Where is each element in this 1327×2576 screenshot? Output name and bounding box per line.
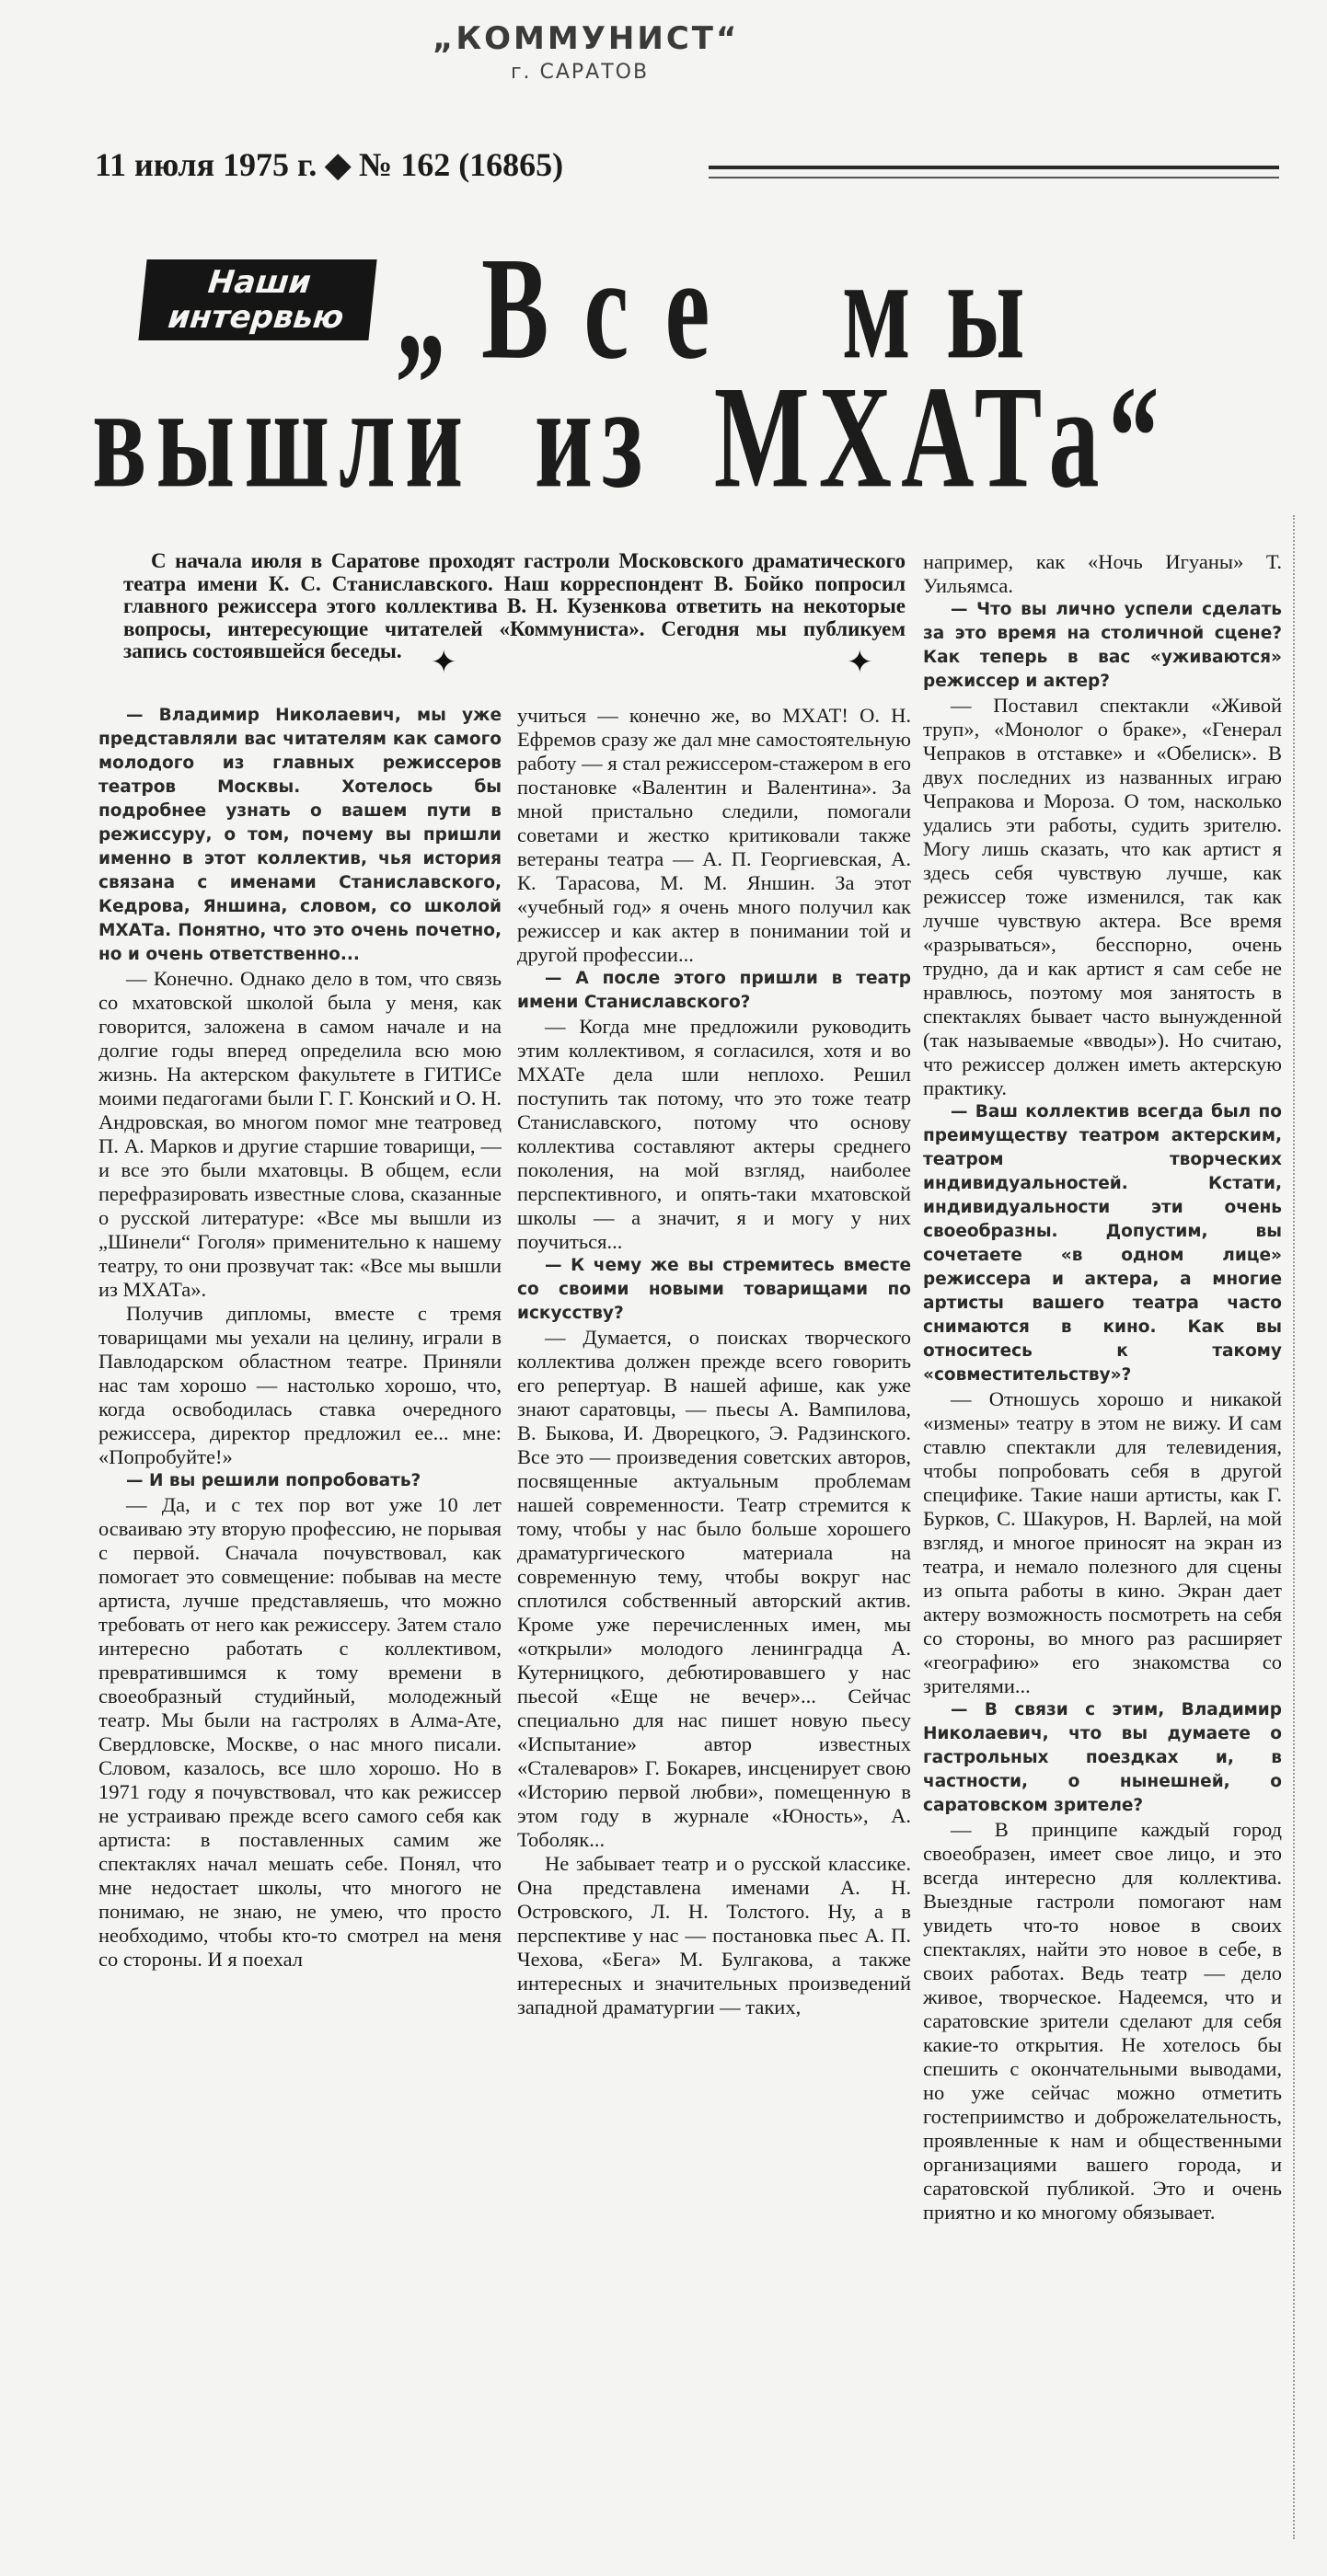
interview-question: — И вы решили попробовать?	[126, 1471, 421, 1490]
lead-paragraph: С начала июля в Саратове проходят гастроли Московского драматического театра имени К. С. Станиславского. Наш корреспондент В. Бойко попросил главного режиссера этого коллектива В. Н. Кузенкова ответить на некоторые вопросы, интересующие читателей «Коммуниста». Сегодня мы публикуем запись состоявшейся беседы.	[123, 549, 906, 662]
interview-question: — А после этого пришли в театр имени Станиславского?	[517, 969, 911, 1012]
interview-question: — Ваш коллектив всегда был по преимуществу театром актерским, театром творческих индивидуальностей. Кстати, индивидуальности эти очень своеобразны. Допустим, вы сочетаете «в одном лице» режиссера и актера, а многие артисты вашего театра часто снимаются в кино. Как вы относитесь к такому «совместительству»?	[923, 1102, 1282, 1385]
interview-answer: — Когда мне предложили руководить этим коллективом, я согласился, хотя и во МХАТе дела шли неплохо. Решил поступить так потому, что это тоже театр Станиславского, потому что основу коллектива составляют актеры среднего поколения, на мой взгляд, наиболее перспективного, и опять-таки мхатовской школы — а значит, я и могу у них поучиться...	[517, 1015, 911, 1253]
interview-answer: — Поставил спектакли «Живой труп», «Монолог о браке», «Генерал Чепраков в отставке» и «Обелиск». В двух последних из названных играю Чепракова и Мороза. О том, насколько удались эти работы, судить зрителю. Могу лишь сказать, что как артист я здесь себя чувствую лучше, как режиссер тоже изменился, так как лучше чувствую актера. Все время «разрываться», бесспорно, очень трудно, да и как артист я сам себе не нравлюсь, поэтому моя занятость в спектаклях бывает часто вынужденной (так называемые «вводы»). Но считаю, что режиссер должен иметь актерскую практику.	[923, 694, 1282, 1099]
interview-question: — В связи с этим, Владимир Николаевич, что вы думаете о гастрольных поездках и, в частности, о нынешней, о саратовском зрителе?	[923, 1700, 1282, 1815]
newspaper-city-stamp: г. САРАТОВ	[510, 61, 650, 84]
column-rule	[1293, 515, 1295, 2539]
interview-answer: Получив дипломы, вместе с тремя товарищами мы уехали на целину, играли в Павлодарском областном театре. Приняли нас там хорошо — настолько хорошо, что, когда освободилась ставка очередного режиссера, директор предложил ее... мне: «Попробуйте!»	[98, 1302, 502, 1468]
headline-line-2: вышли из МХАТа“	[92, 355, 1169, 519]
interview-answer: — Конечно. Однако дело в том, что связь со мхатовской школой была у меня, как говорится, заложена в самом начале и на долгие годы вперед определила всю мою жизнь. На актерском факультете в ГИТИСе моими педагогами были Г. Г. Конский и О. Н. Андровская, во многом помог мне театровед П. А. Марков и другие старшие товарищи, — и все это были мхатовцы. В общем, если перефразировать известные слова, сказанные о русской литературе: «Все мы вышли из „Шинели“ Гоголя» применительно к нашему театру, то они прозвучат так: «Все мы вышли из МХАТа».	[98, 967, 502, 1301]
interview-question: — Что вы лично успели сделать за это время на столичной сцене? Как теперь в вас «уживаются» режиссер и актер?	[923, 600, 1282, 691]
interview-answer: — Отношусь хорошо и никакой «измены» театру в этом не вижу. И сам ставлю спектакли для телевидения, чтобы попробовать себя в другой специфике. Такие наши артисты, как Г. Бурков, С. Шакуров, Н. Варлей, на мой взгляд, и многое приносят на экран из театра, и немало полезного для сцены из опыта работы в кино. Экран дает актеру возможность посмотреть на себя со стороны, во много раз расширяет «географию» его знакомства со зрителями...	[923, 1387, 1282, 1697]
interview-answer: Не забывает театр и о русской классике. Она представлена именами А. Н. Островского, Л. Н. Толстого. Ну, а в перспективе у нас — постановка пьес А. П. Чехова, «Бега» М. Булгакова, а также интересных и значительных произведений западной драматургии — таких,	[517, 1852, 911, 2018]
interview-answer: например, как «Ночь Игуаны» Т. Уильямса.	[923, 550, 1282, 597]
article-column-1	[98, 704, 502, 2535]
article-column-2	[517, 704, 911, 2535]
rubric-line-1: Наши	[206, 264, 313, 301]
article-column-3	[923, 550, 1282, 2537]
rubric-line-2: интервью	[166, 299, 346, 336]
interview-answer: — Да, и с тех пор вот уже 10 лет осваиваю эту вторую профессию, не порывая с первой. Сначала почувствовал, как помогает это совмещение: побывав на месте артиста, лучше представляешь, что можно требовать от него как режиссеру. Затем стало интересно работать с коллективом, превратившимся к тому времени в своеобразный студийный, молодежный театр. Мы были на гастролях в Алма-Ате, Свердловске, Москве, о нас много писали. Словом, казалось, все шло хорошо. Но в 1971 году я почувствовал, что как режиссер не устраиваю прежде всего самого себя как артиста: в поставленных самим же спектаклях начал мешать себе. Понял, что мне недостает школы, что многого не понимаю, не знаю, не умею, что просто необходимо, чтобы кто-то смотрел на меня со стороны. И я поехал	[98, 1493, 502, 1971]
headline-line-1: „Все мы	[396, 226, 1060, 390]
interview-answer: — В принципе каждый город своеобразен, имеет свое лицо, и это всегда интересно для коллектива. Выездные гастроли помогают нам увидеть что-то новое в своих спектаклях, найти это новое в себе, в своих работах. Ведь театр — дело живое, творческое. Надеемся, что и саратовские зрители сделают для себя какие-то открытия. Не хотелось бы спешить с окончательными выводами, но уже сейчас можно отметить гостеприимство и доброжелательность, проявленные к нам и общественными организациями вашего города, и саратовской публикой. Это и очень приятно и ко многому обязывает.	[923, 1818, 1282, 2224]
dateline-rule	[709, 166, 1279, 178]
interview-answer: — Думается, о поисках творческого коллектива должен прежде всего говорить его репертуар. В нашей афише, как уже знают саратовцы, — пьесы А. Вампилова, В. Быкова, И. Дворецкого, Э. Радзинского. Все это — произведения советских авторов, посвященные актуальным проблемам нашей современности. Театр стремится к тому, чтобы у нас было больше хорошего драматургического материала на современную тему, чтобы вокруг нас сплотился собственный авторский актив. Кроме уже перечисленных имен, мы «открыли» молодого ленинградца А. Кутерницкого, дебютировавшего у нас пьесой «Еще не вечер»... Сейчас специально для нас пишет новую пьесу «Испытание» автор известных «Сталеваров» Г. Бокарев, инсценирует свою «Историю первой любви», помещенную в этом году в журнале «Юность», А. Тоболяк...	[517, 1326, 911, 1851]
issue-dateline: 11 июля 1975 г. ◆ № 162 (16865)	[95, 146, 564, 183]
rubric-badge	[138, 259, 376, 340]
separator-star-icon: ✦	[431, 646, 457, 680]
newspaper-name-stamp: „КОММУНИСТ“	[433, 20, 740, 57]
separator-star-icon: ✦	[847, 646, 873, 680]
interview-question: — Владимир Николаевич, мы уже представляли вас читателям как самого молодого из главных режиссеров театров Москвы. Хотелось бы подробнее узнать о вашем пути в режиссуру, о том, почему вы пришли именно в этот коллектив, чья история связана с именами Станиславского, Кедрова, Яншина, словом, со школой МХАТа. Понятно, что это очень почетно, но и очень ответственно...	[98, 706, 502, 964]
interview-question: — К чему же вы стремитесь вместе со своими новыми товарищами по искусству?	[517, 1256, 911, 1323]
interview-answer: учиться — конечно же, во МХАТ! О. Н. Ефремов сразу же дал мне самостоятельную работу — я стал режиссером-стажером в его постановке «Валентин и Валентина». За мной пристально следили, помогали советами и жестко критиковали также ветераны театра — А. П. Георгиевская, А. К. Тарасова, М. М. Яншин. За этот «учебный год» я очень много получил как режиссер и как актер в понимании той и другой профессии...	[517, 704, 911, 966]
